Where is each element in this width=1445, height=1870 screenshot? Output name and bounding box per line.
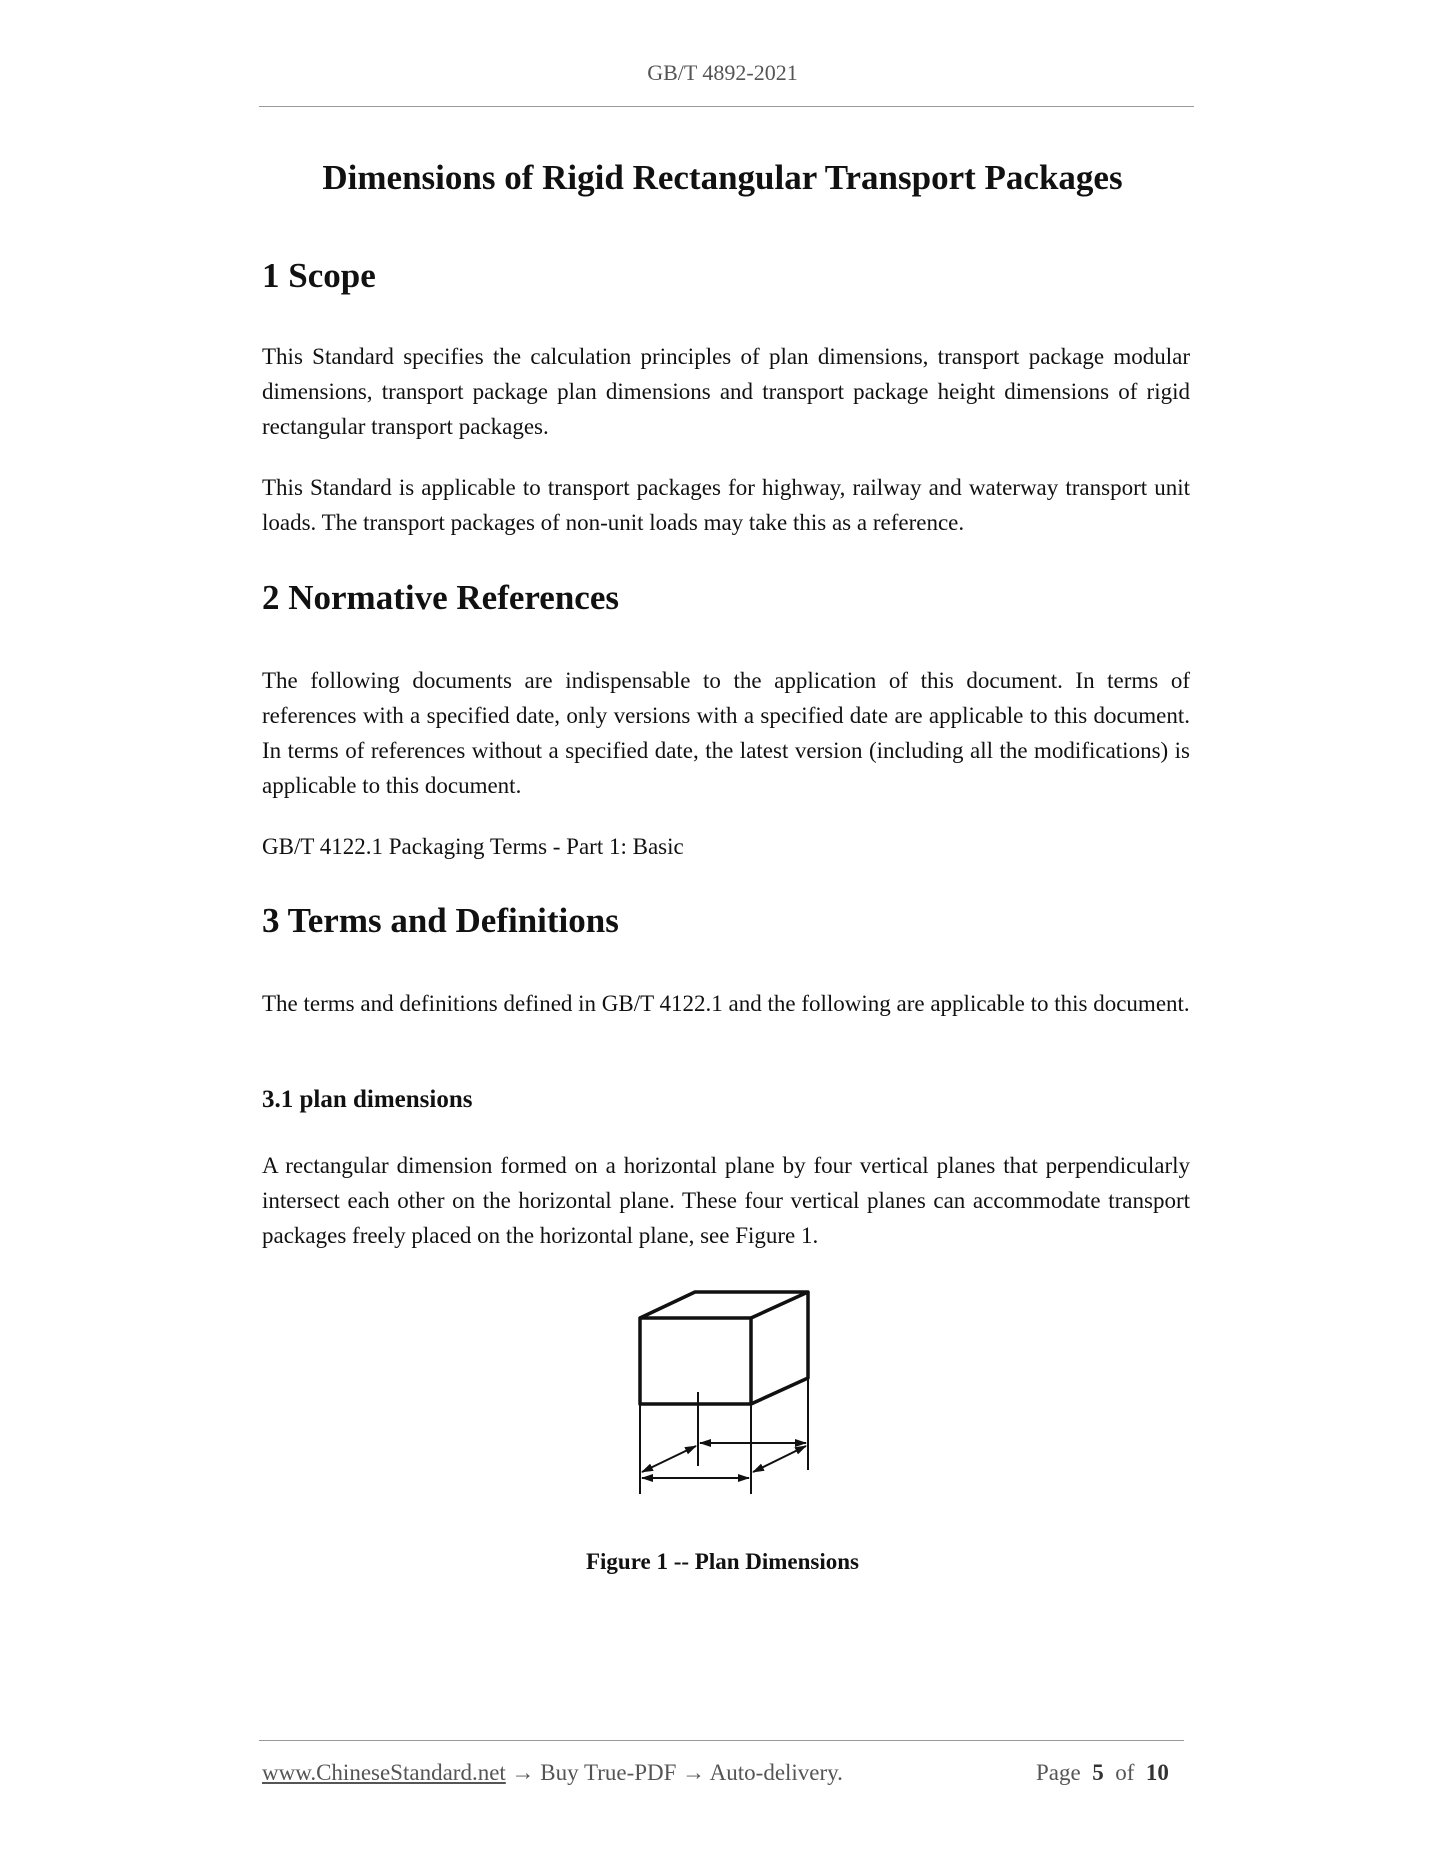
box-front-face xyxy=(640,1318,751,1404)
plan-dimensions-figure xyxy=(630,1288,820,1508)
page-indicator xyxy=(1036,1760,1169,1786)
running-header: GB/T 4892-2021 xyxy=(647,60,798,85)
page-word: Page xyxy=(1036,1760,1081,1785)
footer-promo xyxy=(262,1760,843,1786)
normative-reference-item: GB/T 4122.1 Packaging Terms - Part 1: Basic xyxy=(262,834,684,859)
plan-dimensions-paragraph: A rectangular dimension formed on a horizontal plane by four vertical planes that perpendicularly intersect each other on the horizontal plane. These four vertical planes can accommodate transport packages freely placed on the horizontal plane, see Figure 1. xyxy=(262,1153,1190,1248)
section-heading-normative-references: 2 Normative References xyxy=(262,578,619,617)
footer-tagline: → Buy True-PDF → Auto-delivery. xyxy=(505,1760,843,1785)
section-heading-scope: 1 Scope xyxy=(262,256,376,295)
site-link[interactable]: www.ChineseStandard.net xyxy=(262,1760,506,1785)
depth-dimension-line-left xyxy=(642,1446,696,1472)
document-title: Dimensions of Rigid Rectangular Transport Packages xyxy=(322,158,1123,197)
box-side-face xyxy=(751,1292,808,1404)
footer-divider xyxy=(259,1740,1184,1741)
box-top-face xyxy=(640,1292,808,1318)
current-page-number: 5 xyxy=(1092,1760,1104,1785)
of-word: of xyxy=(1115,1760,1135,1785)
header-divider xyxy=(259,106,1194,107)
total-pages-number: 10 xyxy=(1145,1760,1169,1785)
normative-paragraph-1: The following documents are indispensable to the application of this document. In terms of references with a specified date, only versions with a specified date are applicable to this document. In terms of references without a specified date, the latest version (including all the modifications) is applicable to this document. xyxy=(262,668,1190,798)
depth-dimension-line-right xyxy=(753,1446,806,1472)
subsection-heading-plan-dimensions: 3.1 plan dimensions xyxy=(262,1086,473,1113)
scope-paragraph-1: This Standard specifies the calculation principles of plan dimensions, transport package modular dimensions, transport package plan dimensions and transport package height dimensions of rigid rectangular transport packages. xyxy=(262,344,1190,439)
terms-paragraph-1: The terms and definitions defined in GB/T 4122.1 and the following are applicable to this document. xyxy=(262,991,1190,1016)
scope-paragraph-2: This Standard is applicable to transport packages for highway, railway and waterway transport unit loads. The transport packages of non-unit loads may take this as a reference. xyxy=(262,475,1190,535)
section-heading-terms-definitions: 3 Terms and Definitions xyxy=(262,901,619,940)
figure-caption: Figure 1 -- Plan Dimensions xyxy=(585,1549,860,1574)
